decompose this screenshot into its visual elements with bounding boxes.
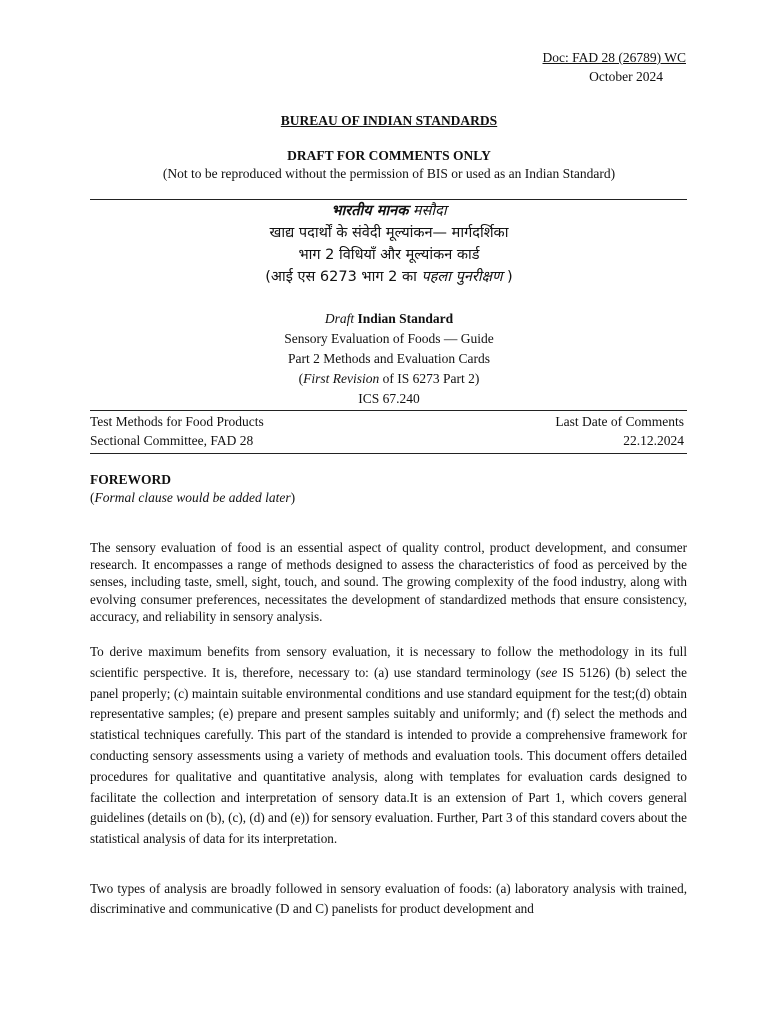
foreword-note-close: ) [290,490,296,505]
draft-indian-standard [0,309,770,329]
organization-name-text: BUREAU OF INDIAN STANDARDS [280,113,498,128]
paragraph-2 [90,642,687,850]
ics-code: ICS 67.240 [358,391,420,406]
committee-line1: Test Methods for Food Products [90,414,264,429]
paragraph-2-see: see [540,664,558,680]
revision-rest: of IS 6273 Part 2) [379,371,480,386]
hindi-revision-start: (आई एस 6273 भाग 2 का [265,269,422,285]
standard-title: Sensory Evaluation of Foods — Guide [284,331,494,346]
draft-bold: Indian Standard [354,311,454,326]
standard-part: Part 2 Methods and Evaluation Cards [287,351,491,366]
revision-open: ( [298,371,304,386]
hindi-revision-italic: पहला पुनरीक्षण [421,269,503,285]
draft-prefix: Draft [324,311,355,326]
committee-bottom-divider [90,453,687,454]
committee-line2: Sectional Committee, FAD 28 [90,433,254,448]
hindi-title-italic: मसौदा [408,203,447,219]
draft-notice: DRAFT FOR COMMENTS ONLY [287,148,491,163]
hindi-title-bold: भारतीय मानक [331,203,409,219]
organization-name [0,113,770,129]
committee-top-divider [90,410,687,411]
last-date-label: Last Date of Comments [555,414,684,429]
document-date: October 2024 [589,69,663,84]
paragraph-1: The sensory evaluation of food is an essential aspect of quality control, product development, and consumer research. It encompasses a range of methods designed to assess the characteristics of food as perceived by the senses, including taste, smell, sight, touch, and sound. The growing complexity of the food industry, along with evolving consumer preferences, necessitates the development of standardized methods that ensure consistency, accuracy, and reliability in sensory analysis. [90,540,687,624]
hindi-title-line2: खाद्य पदार्थों के संवेदी मूल्यांकन— मार्गदर्शिका [269,225,509,241]
paragraph-2-part-b: IS 5126) (b) select the panel properly; (c) maintain suitable environmental conditions and use standard equipment for the test;(d) obtain representative samples; (e) prepare and present samples suitably and uniformly; and (f) select the methods and statistical techniques carefully. This part of the standard is intended to provide a comprehensive framework for conducting sensory assessments using a variety of methods and evaluation tools. This document offers detailed procedures for qualitative and quantitative analysis, along with templates for evaluation cards designed to facilitate the collection and interpretation of sensory data.It is an extension of Part 1, which covers general guidelines (details on (b), (c), (d) and (e)) for sensory evaluation. Further, Part 3 of this standard covers about the statistical analysis of data for its interpretation. [90,664,687,847]
reproduction-notice: (Not to be reproduced without the permission of BIS or used as an Indian Standard) [162,166,616,181]
hindi-revision-end: ) [502,269,513,285]
foreword-note-italic: Formal clause would be added later [94,490,291,505]
foreword-note [90,490,295,506]
revision-note [0,369,770,389]
hindi-title-line3: भाग 2 विधियाँ और मूल्यांकन कार्ड [298,247,480,263]
last-date-value: 22.12.2024 [623,433,684,448]
foreword-heading: FOREWORD [90,472,171,487]
foreword-note-open: ( [90,490,95,505]
paragraph-3: Two types of analysis are broadly followed in sensory evaluation of foods: (a) laboratory analysis with trained, discriminative and communicative (D and C) panelists for product development and [90,881,687,916]
hindi-title-line4 [0,266,770,288]
document-reference: Doc: FAD 28 (26789) WC [542,50,686,65]
hindi-title-line1 [0,200,770,222]
revision-italic: First Revision [303,371,380,386]
paragraph-2-part-a: To derive maximum benefits from sensory evaluation, it is necessary to follow the methodology in its full scientific perspective. It is, therefore, necessary to: (a) use standard terminology ( [90,644,687,680]
